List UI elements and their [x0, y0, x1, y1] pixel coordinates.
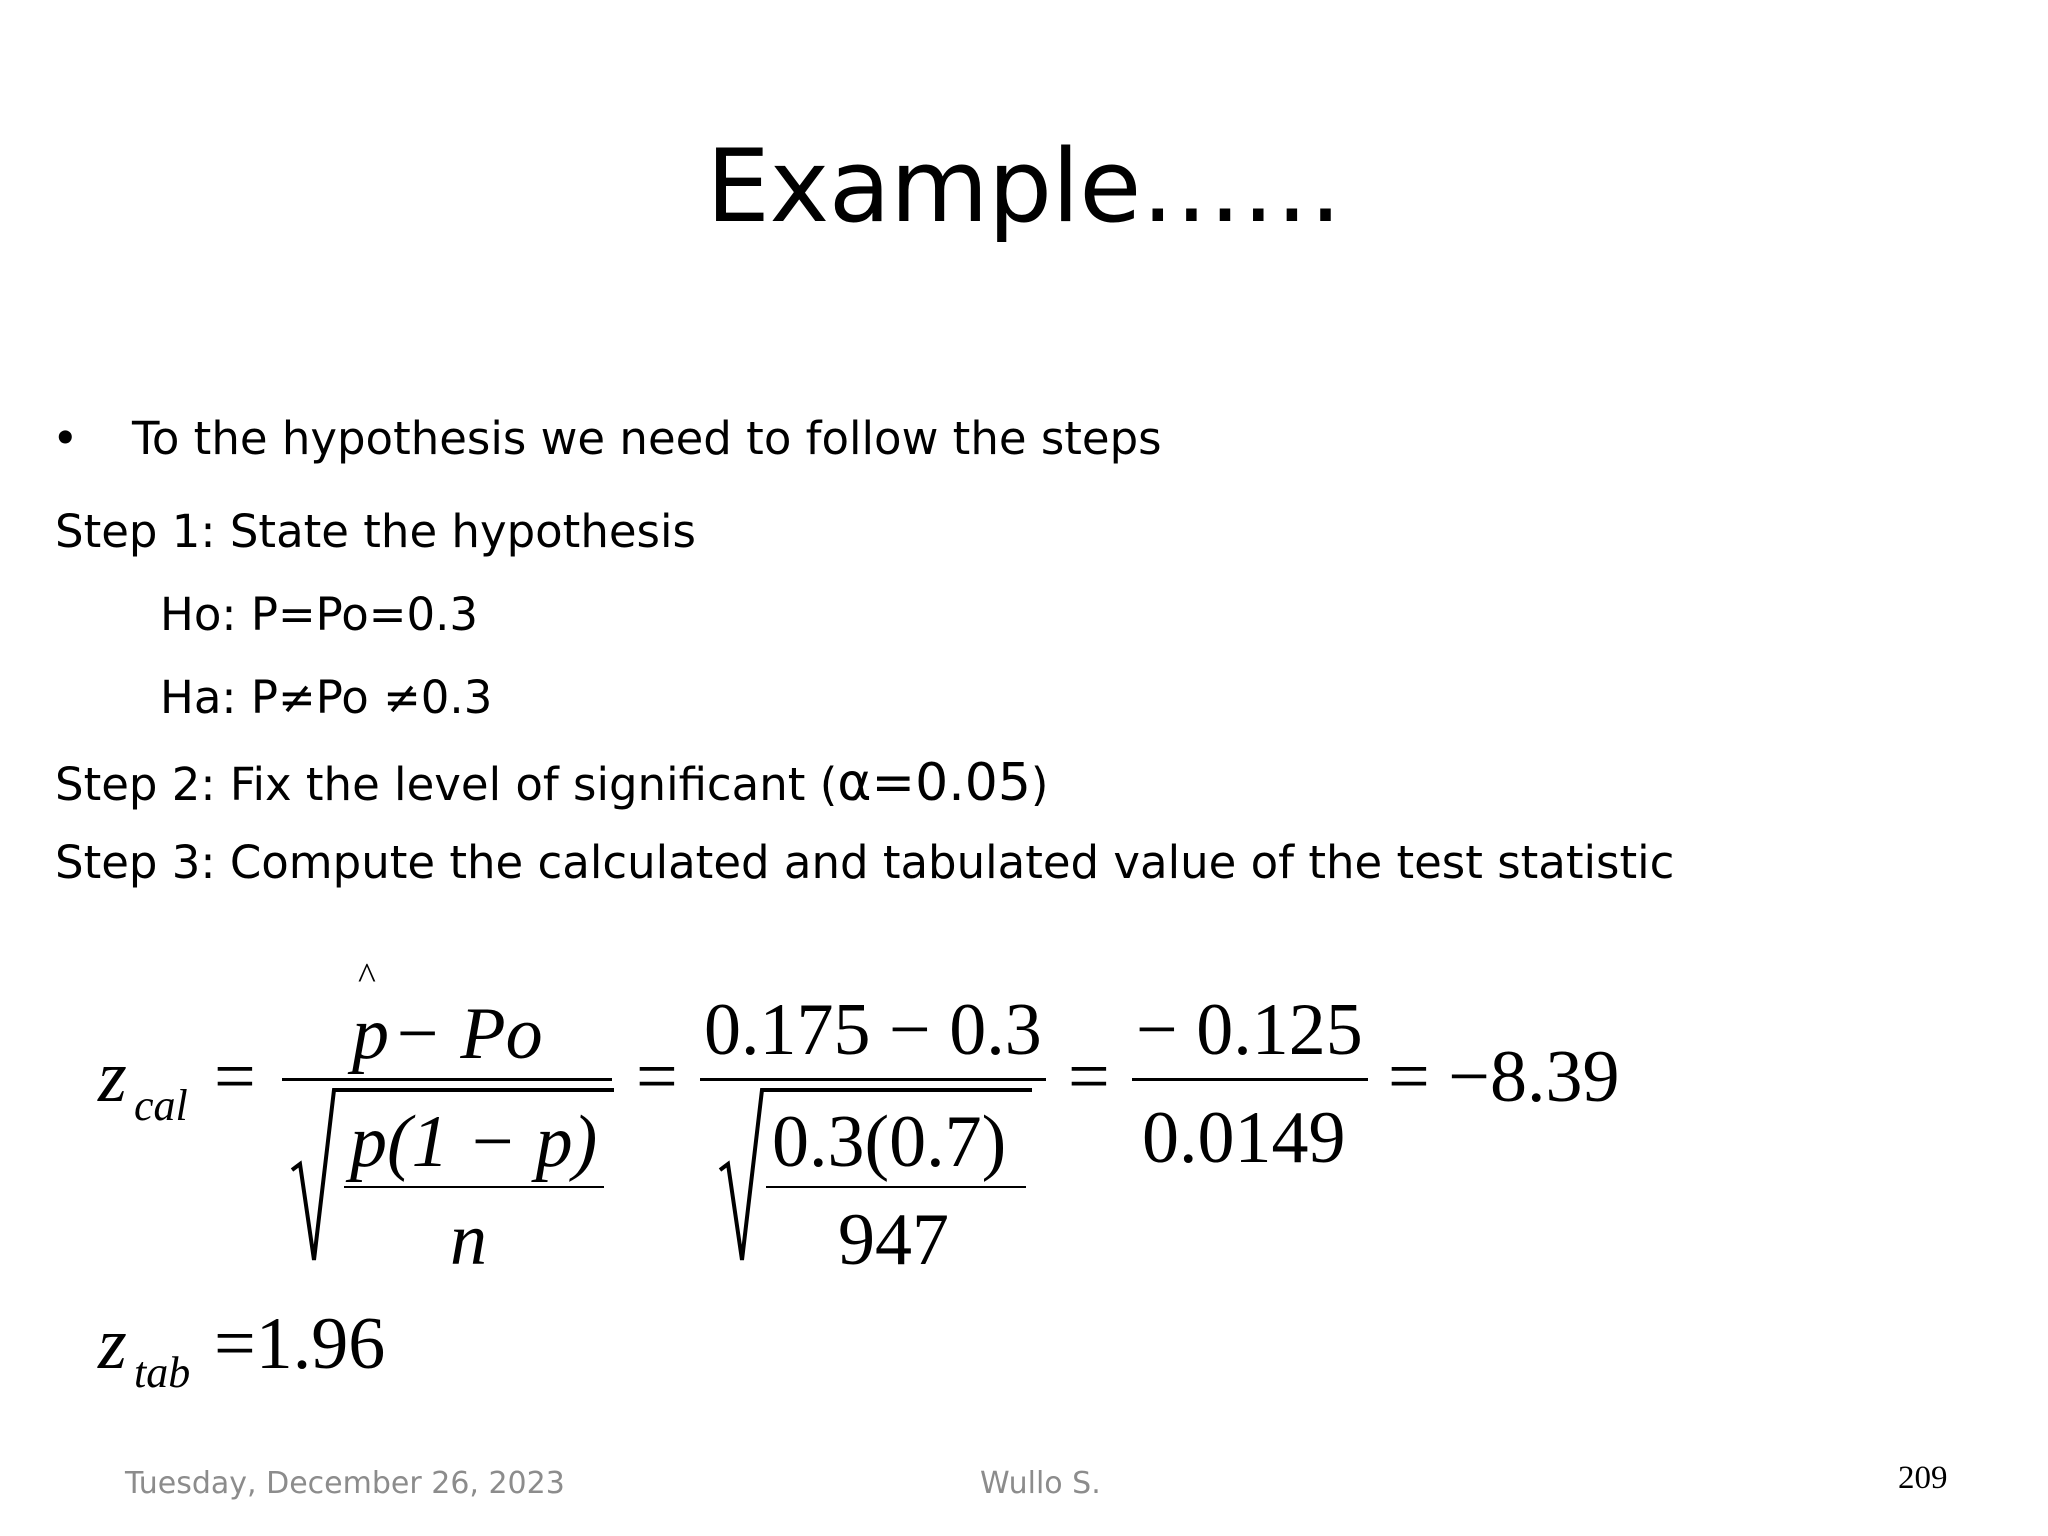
step-2: [55, 752, 1048, 814]
z-cal-symbol: z: [98, 1036, 127, 1118]
bullet-marker: •: [52, 412, 79, 465]
hat-symbol: ^: [358, 956, 376, 998]
alpha-value: α=0.05: [837, 753, 1031, 813]
inner-numerator-2: 0.3(0.7): [772, 1101, 1007, 1183]
denominator-3: 0.0149: [1142, 1097, 1346, 1179]
numerator-2: 0.175 − 0.3: [704, 989, 1042, 1071]
inner-fraction-bar-1: [344, 1186, 604, 1188]
footer-author: Wullo S.: [980, 1466, 1101, 1501]
inner-denominator-1: n: [450, 1199, 487, 1281]
inner-numerator-1: p(1 − p): [350, 1101, 598, 1183]
null-hypothesis: Ho: P=Po=0.3: [160, 588, 479, 641]
equals-sign-1: =: [214, 1036, 256, 1118]
result-value: = −8.39: [1388, 1036, 1620, 1118]
minus-po: − Po: [392, 993, 543, 1075]
z-tab-symbol: z: [98, 1303, 127, 1385]
step-3: Step 3: Compute the calculated and tabulated value of the test statistic: [55, 836, 1675, 889]
equals-sign-2: =: [636, 1036, 678, 1118]
inner-denominator-2: 947: [838, 1199, 949, 1281]
z-tab-subscript: tab: [134, 1348, 191, 1397]
step-2-prefix: Step 2: Fix the level of significant (: [55, 758, 838, 811]
fraction-bar-3: [1132, 1078, 1368, 1081]
page-number: 209: [1898, 1460, 1948, 1496]
z-tab-value: =1.96: [214, 1303, 386, 1385]
inner-fraction-bar-2: [766, 1186, 1026, 1188]
numerator-3: − 0.125: [1136, 989, 1363, 1071]
step-1: Step 1: State the hypothesis: [55, 505, 696, 558]
footer-date: Tuesday, December 26, 2023: [125, 1466, 565, 1501]
fraction-bar-1: [282, 1078, 612, 1081]
slide-title: Example……: [706, 127, 1342, 245]
p-hat: p: [352, 993, 389, 1075]
step-2-suffix: ): [1030, 758, 1049, 811]
alternative-hypothesis: Ha: P≠Po ≠0.3: [160, 671, 493, 724]
equals-sign-3: =: [1068, 1036, 1110, 1118]
z-cal-subscript: cal: [134, 1081, 188, 1130]
bullet-text: To the hypothesis we need to follow the steps: [132, 412, 1162, 465]
fraction-bar-2: [700, 1078, 1046, 1081]
